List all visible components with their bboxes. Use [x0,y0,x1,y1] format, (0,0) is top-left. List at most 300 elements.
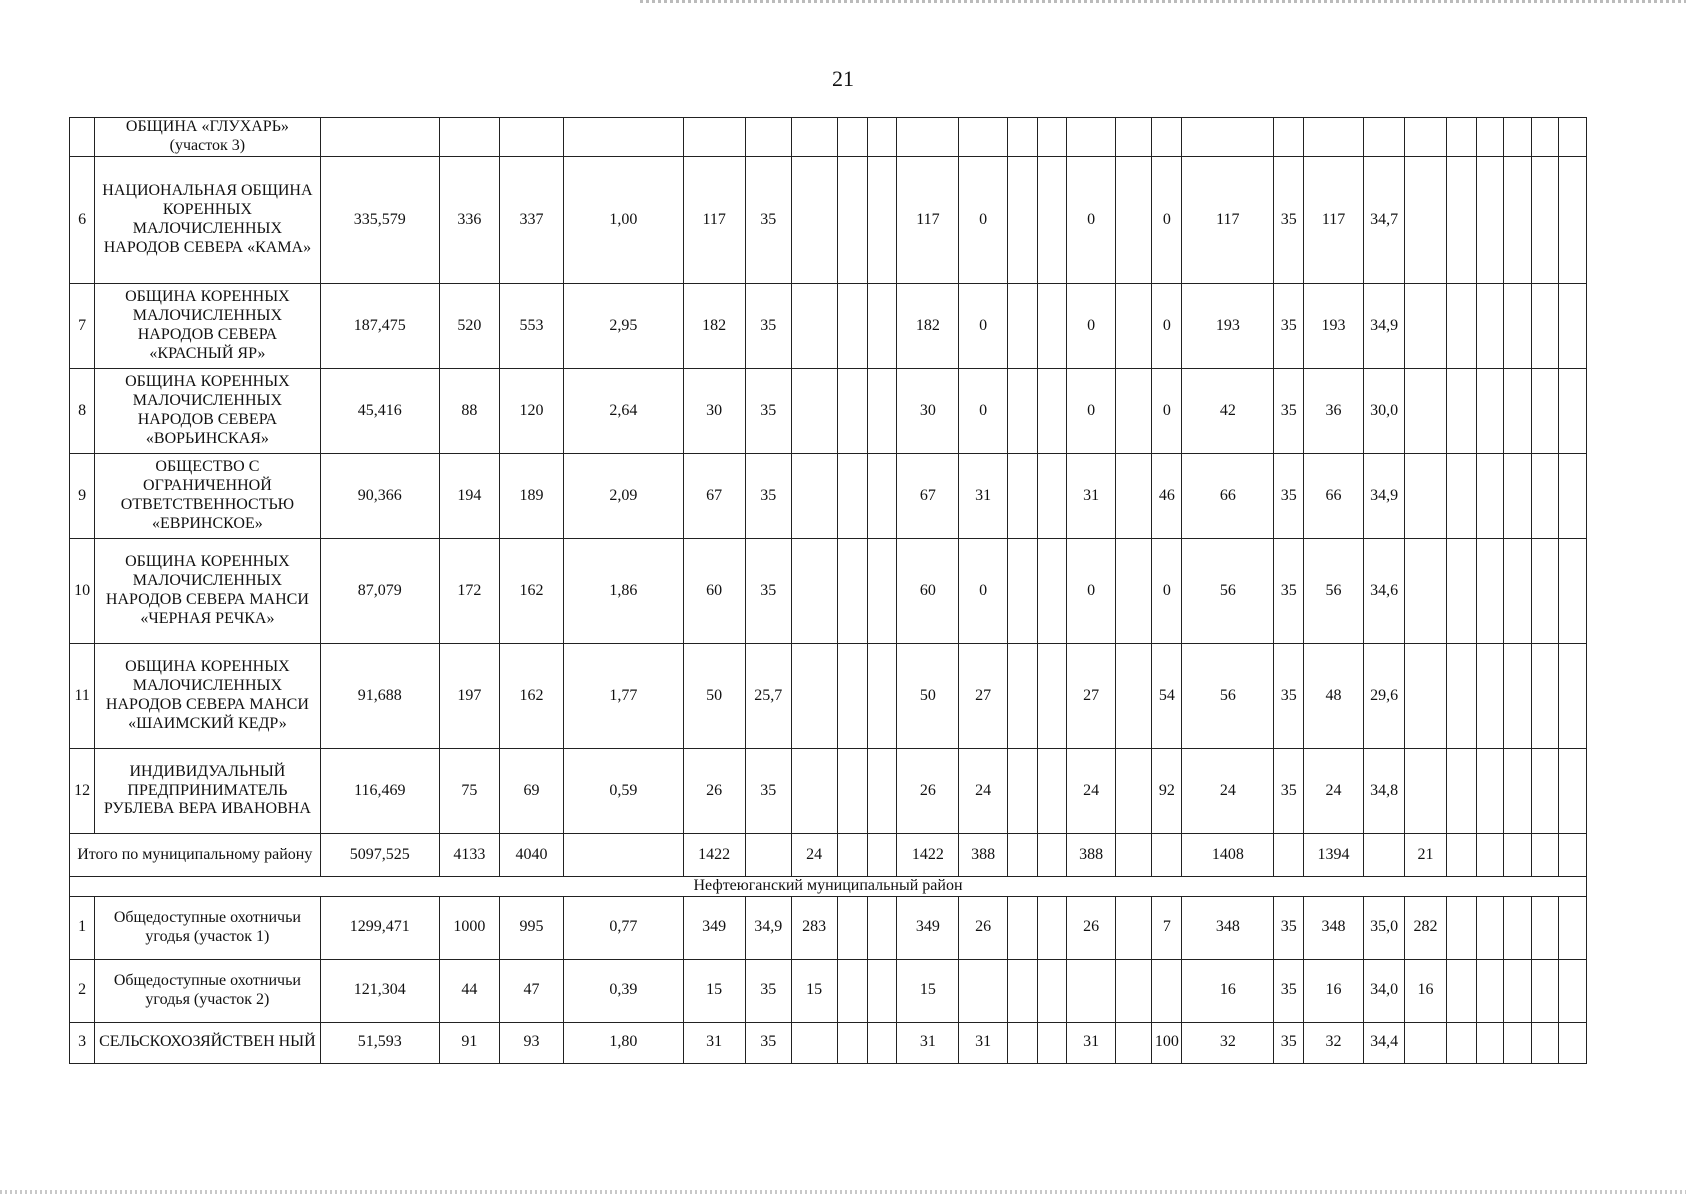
table-cell [837,959,867,1022]
table-cell [1067,118,1115,157]
table-cell: 0 [959,157,1007,284]
table-cell [791,644,837,749]
table-cell: 67 [683,454,745,539]
row-name: ОБЩЕСТВО С ОГРАНИЧЕННОЙ ОТВЕТСТВЕННОСТЬЮ «ЕВРИНСКОЕ» [95,454,320,539]
table-cell [1476,454,1504,539]
table-cell: 92 [1152,749,1182,834]
total-cell: 388 [959,834,1007,877]
table-cell [959,118,1007,157]
table-cell: 16 [1405,959,1446,1022]
table-cell [1067,959,1115,1022]
table-cell [1504,284,1532,369]
table-cell: 50 [897,644,959,749]
table-cell: 0 [1152,157,1182,284]
table-cell: 193 [1182,284,1274,369]
total-cell [1152,834,1182,877]
table-cell: 553 [499,284,563,369]
total-cell [1115,834,1152,877]
row-number: 10 [70,539,95,644]
table-cell [1476,284,1504,369]
table-cell: 189 [499,454,563,539]
table-cell [1405,157,1446,284]
table-cell: 16 [1304,959,1364,1022]
table-cell [1504,454,1532,539]
table-cell: 2,09 [564,454,684,539]
table-cell: 162 [499,644,563,749]
table-row [70,454,1587,539]
table-cell [791,539,837,644]
table-cell [837,749,867,834]
table-cell: 31 [959,454,1007,539]
table-cell [1007,118,1037,157]
table-row [70,896,1587,959]
table-cell [837,369,867,454]
table-cell [1405,644,1446,749]
table-cell [1007,1022,1037,1063]
region-row [70,877,1587,897]
data-table [69,117,1587,1064]
table-cell [1115,284,1152,369]
table-cell: 0 [1152,284,1182,369]
table-cell [1115,118,1152,157]
table-cell [1476,896,1504,959]
table-cell [1531,369,1559,454]
table-cell: 35 [745,749,791,834]
table-cell: 1299,471 [320,896,440,959]
table-cell: 995 [499,896,563,959]
table-cell: 0,39 [564,959,684,1022]
table-cell: 44 [440,959,500,1022]
table-cell [837,118,867,157]
table-cell [867,539,897,644]
table-cell [867,284,897,369]
table-cell: 1,77 [564,644,684,749]
table-cell [1476,539,1504,644]
table-cell [1007,369,1037,454]
table-cell: 35 [1274,454,1304,539]
table-cell: 31 [959,1022,1007,1063]
table-cell [1007,157,1037,284]
table-cell: 120 [499,369,563,454]
total-row [70,834,1587,877]
table-cell: 35 [745,157,791,284]
row-name: Общедоступные охотничьи угодья (участок 2) [95,959,320,1022]
table-cell [791,118,837,157]
table-row [70,1022,1587,1063]
table-cell: 283 [791,896,837,959]
table-cell [1531,1022,1559,1063]
table-cell: 66 [1304,454,1364,539]
total-cell [564,834,684,877]
table-cell [1115,454,1152,539]
table-cell [1446,896,1476,959]
row-name: ОБЩИНА «ГЛУХАРЬ» (участок 3) [95,118,320,157]
table-cell: 26 [959,896,1007,959]
table-cell: 54 [1152,644,1182,749]
table-row [70,118,1587,157]
table-cell [1115,644,1152,749]
table-cell [1476,369,1504,454]
table-cell: 34,0 [1363,959,1404,1022]
row-name: ИНДИВИДУАЛЬНЫЙ ПРЕДПРИНИМАТЕЛЬ РУБЛЕВА ВЕРА ИВАНОВНА [95,749,320,834]
table-cell: 34,9 [1363,454,1404,539]
table-cell [1504,959,1532,1022]
table-cell [867,118,897,157]
table-cell: 91,688 [320,644,440,749]
table-cell: 93 [499,1022,563,1063]
table-cell: 42 [1182,369,1274,454]
row-number [70,118,95,157]
table-cell [867,157,897,284]
table-cell [1531,644,1559,749]
table-cell: 349 [683,896,745,959]
table-cell: 35 [745,454,791,539]
table-cell: 31 [897,1022,959,1063]
table-cell: 32 [1304,1022,1364,1063]
scan-edge-top [640,0,1686,3]
table-cell: 348 [1182,896,1274,959]
table-cell: 26 [683,749,745,834]
total-cell [1531,834,1559,877]
table-cell: 0 [1152,369,1182,454]
total-cell: 5097,525 [320,834,440,877]
table-cell [320,118,440,157]
table-cell: 348 [1304,896,1364,959]
table-cell [897,118,959,157]
table-cell [1405,539,1446,644]
table-cell: 46 [1152,454,1182,539]
table-cell [1115,1022,1152,1063]
table-row [70,539,1587,644]
table-cell: 25,7 [745,644,791,749]
table-cell [1007,644,1037,749]
table-cell [1559,284,1587,369]
total-cell: 24 [791,834,837,877]
table-cell: 16 [1182,959,1274,1022]
total-cell: 21 [1405,834,1446,877]
table-cell [1115,369,1152,454]
table-cell: 282 [1405,896,1446,959]
total-cell: 4040 [499,834,563,877]
table-cell: 187,475 [320,284,440,369]
table-cell: 35 [1274,959,1304,1022]
table-cell: 1000 [440,896,500,959]
total-cell [1274,834,1304,877]
total-cell [1007,834,1037,877]
table-cell [1446,454,1476,539]
table-cell [1559,644,1587,749]
table-cell: 182 [683,284,745,369]
table-cell [1182,118,1274,157]
table-cell: 0 [1067,284,1115,369]
total-cell [1559,834,1587,877]
table-cell [1559,896,1587,959]
table-cell [1115,959,1152,1022]
table-cell: 69 [499,749,563,834]
total-cell [867,834,897,877]
table-row [70,644,1587,749]
table-cell: 0 [1067,539,1115,644]
table-cell: 182 [897,284,959,369]
table-cell: 193 [1304,284,1364,369]
page-number: 21 [832,66,854,91]
total-cell [837,834,867,877]
table-cell: 60 [897,539,959,644]
table-cell: 35 [1274,539,1304,644]
table-cell [1476,644,1504,749]
table-cell: 0 [959,369,1007,454]
table-row [70,157,1587,284]
table-cell [791,157,837,284]
total-cell: 1422 [897,834,959,877]
table-cell: 15 [683,959,745,1022]
table-cell: 26 [897,749,959,834]
table-cell [1037,959,1067,1022]
table-cell [867,369,897,454]
table-cell: 35 [745,284,791,369]
table-cell: 32 [1182,1022,1274,1063]
table-cell: 31 [1067,454,1115,539]
table-cell [1037,749,1067,834]
table-cell: 31 [1067,1022,1115,1063]
table-cell: 34,9 [1363,284,1404,369]
table-cell: 30 [897,369,959,454]
table-cell [1363,118,1404,157]
table-cell [867,644,897,749]
total-cell: 1422 [683,834,745,877]
table-cell: 91 [440,1022,500,1063]
table-cell [1152,118,1182,157]
table-cell [867,454,897,539]
table-cell [1446,959,1476,1022]
table-cell: 100 [1152,1022,1182,1063]
table-cell: 45,416 [320,369,440,454]
table-cell [1531,896,1559,959]
table-cell: 47 [499,959,563,1022]
table-cell: 0 [1067,157,1115,284]
table-cell [1446,539,1476,644]
table-cell [1531,749,1559,834]
table-cell: 26 [1067,896,1115,959]
row-name: СЕЛЬСКОХОЗЯЙСТВЕН НЫЙ [95,1022,320,1063]
table-cell: 35 [1274,369,1304,454]
table-cell [837,157,867,284]
row-name: ОБЩИНА КОРЕННЫХ МАЛОЧИСЛЕННЫХ НАРОДОВ СЕВЕРА «ВОРЬИНСКАЯ» [95,369,320,454]
table-cell [1446,369,1476,454]
table-cell [1476,118,1504,157]
table-row [70,959,1587,1022]
table-cell [1559,539,1587,644]
table-cell [1559,959,1587,1022]
total-cell: 1394 [1304,834,1364,877]
table-cell [1037,157,1067,284]
table-cell [1007,539,1037,644]
total-cell [1037,834,1067,877]
table-cell: 48 [1304,644,1364,749]
table-cell [791,749,837,834]
table-cell [837,644,867,749]
table-cell: 172 [440,539,500,644]
table-cell: 35 [745,959,791,1022]
table-cell: 35 [1274,644,1304,749]
table-body [70,118,1587,1064]
table-cell: 337 [499,157,563,284]
table-cell: 27 [959,644,1007,749]
table-cell: 34,6 [1363,539,1404,644]
scan-edge-bottom [0,1190,1686,1194]
table-cell: 66 [1182,454,1274,539]
table-cell [1531,539,1559,644]
table-cell: 0 [959,284,1007,369]
total-cell [1446,834,1476,877]
table-cell [1037,118,1067,157]
table-cell: 75 [440,749,500,834]
table-cell [1037,539,1067,644]
table-cell: 35,0 [1363,896,1404,959]
table-cell: 117 [683,157,745,284]
table-cell: 349 [897,896,959,959]
row-number: 1 [70,896,95,959]
table-cell: 24 [1067,749,1115,834]
table-cell [1037,644,1067,749]
table-cell [1476,1022,1504,1063]
row-name: ОБЩИНА КОРЕННЫХ МАЛОЧИСЛЕННЫХ НАРОДОВ СЕВЕРА МАНСИ «ЧЕРНАЯ РЕЧКА» [95,539,320,644]
table-cell: 121,304 [320,959,440,1022]
table-cell: 56 [1182,539,1274,644]
table-cell [1531,157,1559,284]
table-cell: 31 [683,1022,745,1063]
table-row [70,369,1587,454]
table-cell: 50 [683,644,745,749]
table-cell [1504,118,1532,157]
table-cell [1037,1022,1067,1063]
total-cell [1363,834,1404,877]
table-cell [1531,959,1559,1022]
row-number: 2 [70,959,95,1022]
table-cell: 56 [1304,539,1364,644]
table-cell: 0,77 [564,896,684,959]
table-cell: 520 [440,284,500,369]
table-cell [1504,157,1532,284]
table-cell [1405,454,1446,539]
table-cell [837,454,867,539]
row-number: 6 [70,157,95,284]
table-cell [1446,157,1476,284]
table-cell: 2,64 [564,369,684,454]
table-cell: 29,6 [1363,644,1404,749]
table-cell [1476,959,1504,1022]
table-cell: 0,59 [564,749,684,834]
table-cell: 34,9 [745,896,791,959]
row-name: Общедоступные охотничьи угодья (участок 1) [95,896,320,959]
table-cell [837,1022,867,1063]
table-cell: 35 [1274,1022,1304,1063]
table-cell: 30,0 [1363,369,1404,454]
table-cell [564,118,684,157]
table-cell [867,749,897,834]
row-number: 9 [70,454,95,539]
table-cell: 88 [440,369,500,454]
table-cell: 0 [1067,369,1115,454]
table-cell: 35 [745,1022,791,1063]
table-cell: 35 [1274,284,1304,369]
table-cell: 15 [897,959,959,1022]
table-cell [1152,959,1182,1022]
table-cell [1115,157,1152,284]
table-row [70,284,1587,369]
table-cell [791,369,837,454]
table-cell [1274,118,1304,157]
table-cell: 67 [897,454,959,539]
table-cell [1559,454,1587,539]
table-cell [1531,284,1559,369]
table-cell: 162 [499,539,563,644]
table-cell [837,539,867,644]
table-cell: 87,079 [320,539,440,644]
row-number: 12 [70,749,95,834]
row-number: 11 [70,644,95,749]
table-cell: 35 [1274,896,1304,959]
table-cell [440,118,500,157]
table-cell: 197 [440,644,500,749]
table-cell: 35 [745,369,791,454]
table-cell [1446,644,1476,749]
table-cell [1559,118,1587,157]
table-cell [1037,284,1067,369]
table-cell: 35 [745,539,791,644]
table-cell [1531,118,1559,157]
table-cell: 15 [791,959,837,1022]
table-cell: 1,80 [564,1022,684,1063]
total-cell: 388 [1067,834,1115,877]
row-number: 3 [70,1022,95,1063]
table-cell [867,1022,897,1063]
table-cell: 34,8 [1363,749,1404,834]
row-name: НАЦИОНАЛЬНАЯ ОБЩИНА КОРЕННЫХ МАЛОЧИСЛЕННЫХ НАРОДОВ СЕВЕРА «КАМА» [95,157,320,284]
table-cell [1504,1022,1532,1063]
total-cell [1476,834,1504,877]
table-cell [1304,118,1364,157]
table-cell: 0 [1152,539,1182,644]
table-cell [959,959,1007,1022]
table-cell: 7 [1152,896,1182,959]
row-number: 7 [70,284,95,369]
table-cell: 1,00 [564,157,684,284]
row-number: 8 [70,369,95,454]
table-cell [1007,896,1037,959]
table-cell [1504,644,1532,749]
table-cell: 27 [1067,644,1115,749]
table-cell [1446,284,1476,369]
table-cell: 336 [440,157,500,284]
table-cell [1405,749,1446,834]
row-name: ОБЩИНА КОРЕННЫХ МАЛОЧИСЛЕННЫХ НАРОДОВ СЕВЕРА «КРАСНЫЙ ЯР» [95,284,320,369]
table-cell [1037,454,1067,539]
table-cell [1559,1022,1587,1063]
table-cell: 0 [959,539,1007,644]
table-cell: 35 [1274,749,1304,834]
total-cell: 1408 [1182,834,1274,877]
table-cell [1559,157,1587,284]
table-cell: 24 [1182,749,1274,834]
table-cell: 335,579 [320,157,440,284]
table-cell [499,118,563,157]
table-cell [1007,454,1037,539]
table-cell [1115,749,1152,834]
table-cell [867,959,897,1022]
table-cell: 24 [1304,749,1364,834]
table-cell [1405,284,1446,369]
